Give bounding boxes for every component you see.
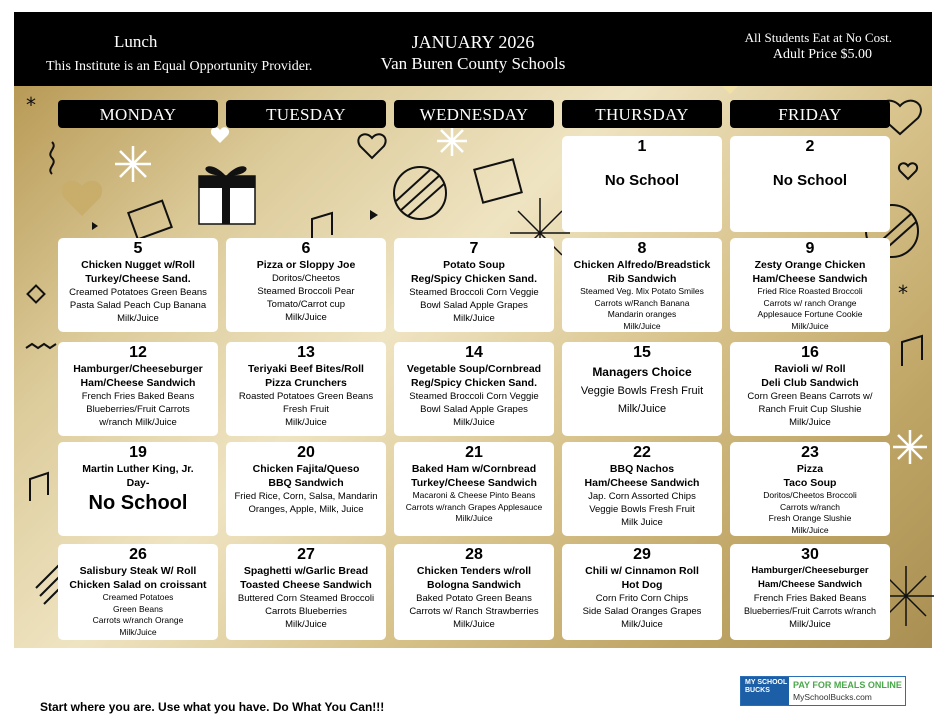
- menu-line: Carrots w/Ranch Banana: [594, 297, 690, 308]
- menu-line: Pasta Salad Peach Cup Banana: [69, 300, 207, 311]
- menu-line: Carrots w/ranch Grapes Applesauce: [405, 501, 543, 512]
- adult-price: Adult Price $5.00: [772, 47, 872, 62]
- menu-line: Milk/Juice: [117, 313, 159, 324]
- heart-icon: [358, 134, 385, 158]
- music-note-icon: [902, 336, 922, 366]
- menu-line: Jap. Corn Assorted Chips: [588, 491, 696, 502]
- menu-line: No School: [604, 172, 680, 189]
- menu-line: Side Salad Oranges Grapes: [582, 606, 702, 617]
- day-number: 20: [297, 444, 315, 461]
- menu-line: Pizza or Sloppy Joe: [256, 259, 356, 271]
- menu-line: Chicken Fajita/Queso: [252, 463, 360, 475]
- menu-line: w/ranch Milk/Juice: [99, 417, 177, 428]
- menu-line: Buttered Corn Steamed Broccoli: [237, 593, 375, 604]
- snowflake-icon: [437, 126, 467, 156]
- menu-line: Day-: [126, 477, 150, 489]
- menu-line: Carrots w/ ranch Orange: [763, 297, 857, 308]
- menu-line: Milk/Juice: [119, 626, 157, 637]
- day-cell: [394, 238, 554, 332]
- menu-line: Blueberries/Fruit Carrots: [86, 404, 190, 415]
- menu-line: Chicken Nugget w/Roll: [81, 259, 195, 271]
- cost-note: All Students Eat at No Cost.: [744, 30, 892, 45]
- school-name: Van Buren County Schools: [380, 54, 566, 73]
- day-number: 19: [129, 444, 147, 461]
- menu-line: Corn Green Beans Carrots w/: [747, 391, 873, 402]
- heart-icon: [719, 86, 742, 94]
- day-number: 9: [805, 240, 815, 257]
- month-title: JANUARY 2026: [411, 32, 535, 52]
- menu-line: Reg/Spicy Chicken Sand.: [410, 377, 538, 389]
- myschoolbucks-logo: MY SCHOOL BUCKS: [741, 677, 789, 705]
- zigzag-icon: [26, 344, 56, 348]
- menu-line: Zesty Orange Chicken: [754, 259, 866, 271]
- day-number: 26: [129, 546, 147, 563]
- day-number: 2: [805, 138, 815, 155]
- star-icon: *: [898, 281, 908, 305]
- menu-line: Milk/Juice: [453, 417, 495, 428]
- day-cell: [562, 342, 722, 436]
- menu-line: Doritos/Cheetos: [271, 273, 341, 284]
- day-number: 15: [633, 344, 651, 361]
- menu-line: Ravioli w/ Roll: [774, 363, 846, 375]
- day-number: 28: [465, 546, 483, 563]
- menu-line: Martin Luther King, Jr.: [82, 463, 194, 475]
- day-number: 7: [469, 240, 479, 257]
- menu-line: Potato Soup: [443, 259, 505, 271]
- music-note-icon: [30, 473, 48, 501]
- menu-line: Veggie Bowls Fresh Fruit: [580, 385, 704, 397]
- menu-line: Deli Club Sandwich: [761, 377, 859, 389]
- menu-line: French Fries Baked Beans: [753, 593, 867, 604]
- triangle-icon: [92, 222, 98, 230]
- menu-line: Carrots w/ranch: [780, 501, 840, 512]
- menu-line: Chicken Tenders w/roll: [416, 565, 532, 577]
- menu-line: Teriyaki Beef Bites/Roll: [248, 363, 364, 375]
- menu-line: Green Beans: [112, 603, 164, 614]
- day-cell: [730, 442, 890, 536]
- day-cell: [730, 136, 890, 232]
- menu-line: Fried Rice Roasted Broccoli: [757, 286, 863, 296]
- menu-line: Bowl Salad Apple Grapes: [420, 300, 528, 311]
- day-number: 14: [465, 344, 483, 361]
- menu-line: Milk/Juice: [791, 524, 829, 535]
- day-cell: [226, 342, 386, 436]
- menu-line: No School: [772, 172, 848, 189]
- menu-line: Milk/Juice: [791, 320, 829, 331]
- music-note-icon: [312, 213, 332, 241]
- snowflake-icon: [893, 430, 927, 464]
- menu-line: Ham/Cheese Sandwich: [757, 579, 862, 590]
- menu-line: BBQ Sandwich: [268, 477, 344, 489]
- menu-line: Roasted Potatoes Green Beans: [238, 391, 374, 402]
- menu-line: Steamed Broccoli Corn Veggie: [409, 391, 539, 402]
- menu-line: Applesauce Fortune Cookie: [757, 309, 863, 319]
- menu-line: Creamed Potatoes: [102, 592, 174, 602]
- menu-line: Ham/Cheese Sandwich: [752, 273, 868, 285]
- menu-line: Ranch Fruit Cup Slushie: [758, 404, 862, 415]
- menu-line: Milk/Juice: [621, 619, 663, 630]
- menu-line: Milk/Juice: [285, 312, 327, 323]
- menu-line: Oranges, Apple, Milk, Juice: [248, 504, 364, 515]
- menu-line: Managers Choice: [592, 365, 692, 379]
- day-number: 5: [133, 240, 143, 257]
- menu-line: Steamed Veg. Mix Potato Smiles: [580, 286, 704, 296]
- equal-opportunity-note: This Institute is an Equal Opportunity Provider.: [46, 59, 313, 74]
- menu-line: Turkey/Cheese Sand.: [85, 273, 191, 285]
- menu-line: Milk/Juice: [789, 619, 831, 630]
- star-icon: *: [26, 93, 36, 117]
- calendar-header: [14, 12, 932, 86]
- menu-line: Fresh Orange Slushie: [768, 513, 852, 523]
- menu-line: Milk/Juice: [455, 513, 493, 523]
- menu-line: Chicken Alfredo/Breadstick: [573, 259, 711, 271]
- menu-line: Mandarin oranges: [607, 309, 677, 319]
- menu-type-label: Lunch: [114, 32, 158, 51]
- menu-line: Pizza: [796, 463, 824, 475]
- menu-line: Toasted Cheese Sandwich: [240, 579, 372, 591]
- motto: Start where you are. Use what you have. Do What You Can!!!: [40, 700, 385, 714]
- day-cell: [226, 442, 386, 536]
- day-number: 30: [801, 546, 819, 563]
- menu-line: Milk/Juice: [285, 619, 327, 630]
- myschoolbucks-url[interactable]: MySchoolBucks.com: [793, 692, 872, 702]
- menu-line: Carrots w/ Ranch Strawberries: [409, 606, 539, 617]
- menu-line: Milk/Juice: [453, 619, 495, 630]
- menu-line: Veggie Bowls Fresh Fruit: [589, 504, 695, 515]
- day-header-thursday: THURSDAY: [562, 100, 722, 128]
- menu-line: BBQ Nachos: [609, 463, 675, 475]
- menu-line: French Fries Baked Beans: [81, 391, 195, 402]
- menu-line: Ham/Cheese Sandwich: [80, 377, 196, 389]
- day-cell: [394, 342, 554, 436]
- menu-line: Baked Ham w/Cornbread: [411, 463, 537, 475]
- menu-line: Doritos/Cheetos Broccoli: [763, 490, 857, 500]
- gift-icon: [128, 201, 171, 240]
- menu-line: Carrots Blueberries: [265, 606, 347, 617]
- menu-line: Tomato/Carrot cup: [266, 299, 346, 310]
- heart-icon: [211, 127, 229, 143]
- heart-icon: [62, 181, 102, 216]
- menu-line: Steamed Broccoli Pear: [257, 286, 355, 297]
- menu-line: Hamburger/Cheeseburger: [751, 565, 869, 576]
- menu-line: Chili w/ Cinnamon Roll: [585, 565, 699, 577]
- triangle-icon: [370, 210, 378, 220]
- snowflake-icon: [115, 146, 151, 182]
- day-number: 22: [633, 444, 651, 461]
- day-cell: [58, 544, 218, 640]
- menu-line: Carrots w/ranch Orange: [92, 615, 184, 625]
- day-number: 27: [297, 546, 315, 563]
- day-number: 29: [633, 546, 651, 563]
- menu-line: Turkey/Cheese Sandwich: [411, 477, 537, 489]
- gift-box-icon: [199, 166, 255, 224]
- day-header-tuesday: TUESDAY: [226, 100, 386, 128]
- day-header-monday: MONDAY: [58, 100, 218, 128]
- menu-line: Reg/Spicy Chicken Sand.: [410, 273, 538, 285]
- menu-line: Milk Juice: [621, 517, 663, 528]
- menu-line: Fresh Fruit: [283, 404, 329, 415]
- day-number: 23: [801, 444, 819, 461]
- day-number: 8: [637, 240, 647, 257]
- menu-line: Milk/Juice: [623, 320, 661, 331]
- menu-line: Creamed Potatoes Green Beans: [69, 287, 207, 298]
- menu-line: Pizza Crunchers: [265, 377, 347, 389]
- day-number: 16: [801, 344, 819, 361]
- day-cell: [730, 342, 890, 436]
- menu-line: Hot Dog: [621, 579, 663, 591]
- day-cell: [394, 442, 554, 536]
- menu-line: Macaroni & Cheese Pinto Beans: [412, 490, 536, 500]
- day-number: 1: [637, 138, 647, 155]
- menu-line: Milk/Juice: [617, 403, 667, 415]
- day-number: 13: [297, 344, 315, 361]
- day-cell: [562, 442, 722, 536]
- menu-line: Chicken Salad on croissant: [69, 579, 207, 591]
- diamond-icon: [28, 286, 45, 303]
- day-cell: [562, 136, 722, 232]
- menu-line: Corn Frito Corn Chips: [595, 593, 689, 604]
- menu-line: Fried Rice, Corn, Salsa, Mandarin: [234, 491, 378, 502]
- menu-line: Bologna Sandwich: [427, 579, 521, 591]
- menu-line: Vegetable Soup/Cornbread: [406, 363, 542, 375]
- pay-online-label: PAY FOR MEALS ONLINE: [793, 680, 902, 690]
- menu-line: Salisbury Steak W/ Roll: [79, 565, 197, 577]
- day-cell: [58, 342, 218, 436]
- day-cell: [394, 544, 554, 640]
- day-cell: [730, 544, 890, 640]
- menu-line: Blueberries/Fruit Carrots w/ranch: [743, 606, 877, 616]
- day-cell: [730, 238, 890, 332]
- day-header-friday: FRIDAY: [730, 100, 890, 128]
- myschoolbucks-badge[interactable]: [740, 676, 906, 706]
- day-cell: [562, 238, 722, 332]
- menu-line: Rib Sandwich: [607, 273, 677, 285]
- day-header-wednesday: WEDNESDAY: [394, 100, 554, 128]
- menu-line: Milk/Juice: [453, 313, 495, 324]
- day-cell: [226, 544, 386, 640]
- menu-line: Spaghetti w/Garlic Bread: [243, 565, 369, 577]
- menu-line: Ham/Cheese Sandwich: [584, 477, 700, 489]
- day-cell: [58, 442, 218, 536]
- no-school-label: No School: [88, 492, 188, 514]
- menu-line: Bowl Salad Apple Grapes: [420, 404, 528, 415]
- day-cell: [226, 238, 386, 332]
- menu-line: Hamburger/Cheeseburger: [73, 363, 203, 375]
- menu-line: Steamed Broccoli Corn Veggie: [409, 287, 539, 298]
- day-number: 6: [301, 240, 311, 257]
- heart-icon: [899, 163, 917, 179]
- day-cell: [562, 544, 722, 640]
- squiggle-icon: [50, 142, 53, 174]
- menu-line: Taco Soup: [783, 477, 837, 489]
- menu-line: Milk/Juice: [789, 417, 831, 428]
- gift-icon: [474, 159, 521, 202]
- day-cell: [58, 238, 218, 332]
- day-number: 21: [465, 444, 483, 461]
- menu-line: Milk/Juice: [285, 417, 327, 428]
- menu-line: Baked Potato Green Beans: [416, 593, 532, 604]
- day-number: 12: [129, 344, 147, 361]
